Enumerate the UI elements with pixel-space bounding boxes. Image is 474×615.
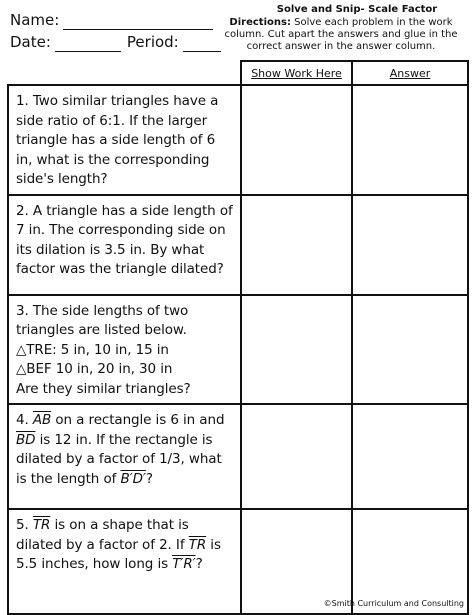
date-period-line <box>10 32 221 52</box>
question-4-part: ? <box>145 470 153 487</box>
question-5-part: is 5.5 inches, how long is <box>16 536 221 572</box>
work-cell[interactable] <box>241 404 352 509</box>
student-info-block <box>10 10 221 52</box>
question-3-text <box>9 296 240 404</box>
question-4-part: is 12 in. If the rectangle is dilated by a factor of 1/3, what is the length of <box>16 431 222 487</box>
question-cell <box>8 85 241 195</box>
question-cell <box>8 195 241 295</box>
worksheet-table <box>7 60 469 615</box>
table-header-row <box>8 61 468 85</box>
directions-label: Directions: <box>229 17 291 28</box>
period-label: Period: <box>126 33 179 51</box>
blank-header-cell <box>8 61 241 85</box>
work-cell[interactable] <box>241 195 352 295</box>
segment-label: $\overline{TR}$ <box>32 517 51 533</box>
question-cell <box>8 404 241 509</box>
answer-column-header: Answer <box>352 61 468 85</box>
worksheet-title: Solve and Snip- Scale Factor <box>276 4 438 15</box>
segment-label: $\overline{TR}$ <box>188 536 207 553</box>
question-5-text <box>9 510 240 579</box>
question-cell <box>8 295 241 405</box>
work-cell[interactable] <box>241 85 352 195</box>
question-4-text <box>9 405 240 493</box>
name-label: Name: <box>10 11 60 29</box>
answer-cell[interactable] <box>352 295 468 405</box>
question-3-line-2: △TRE: 5 in, 10 in, 15 in <box>16 341 169 358</box>
segment-label: $\overline{AB}$ <box>32 412 52 428</box>
work-cell[interactable] <box>241 295 352 405</box>
date-label: Date: <box>10 33 51 51</box>
directions-text: Solve each problem in the work column. Cut apart the answers and glue in the correct answer in the answer column. <box>224 17 458 52</box>
table-row <box>8 404 468 509</box>
table-row <box>8 85 468 195</box>
date-field[interactable] <box>55 37 121 52</box>
question-3-line-4: Are they similar triangles? <box>16 380 191 397</box>
name-line <box>10 10 221 30</box>
question-3-line-1: 3. The side lengths of two triangles are listed below. <box>16 302 189 338</box>
question-5-part: is on a shape that is dilated by a factor of 2. If <box>16 517 189 553</box>
table-row <box>8 195 468 295</box>
work-column-header: Show Work Here <box>241 61 352 85</box>
question-1-text: 1. Two similar triangles have a side ratio of 6:1. If the larger triangle has a side length of 6 in, what is the corresponding side's length? <box>16 93 219 187</box>
answer-cell[interactable] <box>352 195 468 295</box>
question-5-part: ? <box>195 556 203 572</box>
answer-cell[interactable] <box>352 404 468 509</box>
answer-cell[interactable] <box>352 85 468 195</box>
copyright-footer: ©Smith Curriculum and Consulting <box>323 599 464 608</box>
question-4-part: 4. <box>16 412 33 428</box>
segment-label: B′D′ <box>120 470 146 487</box>
question-4-part: on a rectangle is 6 in and <box>51 412 225 428</box>
segment-label: T′R′ <box>172 556 196 572</box>
name-field[interactable] <box>63 15 213 30</box>
question-3-line-3: △BEF 10 in, 20 in, 30 in <box>16 361 173 377</box>
question-cell <box>8 509 241 614</box>
segment-label: $\overline{BD}$ <box>16 431 36 448</box>
question-5-part: 5. <box>16 517 33 533</box>
table-row <box>8 295 468 405</box>
directions <box>215 17 467 53</box>
question-2-text: 2. A triangle has a side length of 7 in. The corresponding side on its dilation is 3.5 in. By what factor was the triangle dilated? <box>16 202 233 277</box>
